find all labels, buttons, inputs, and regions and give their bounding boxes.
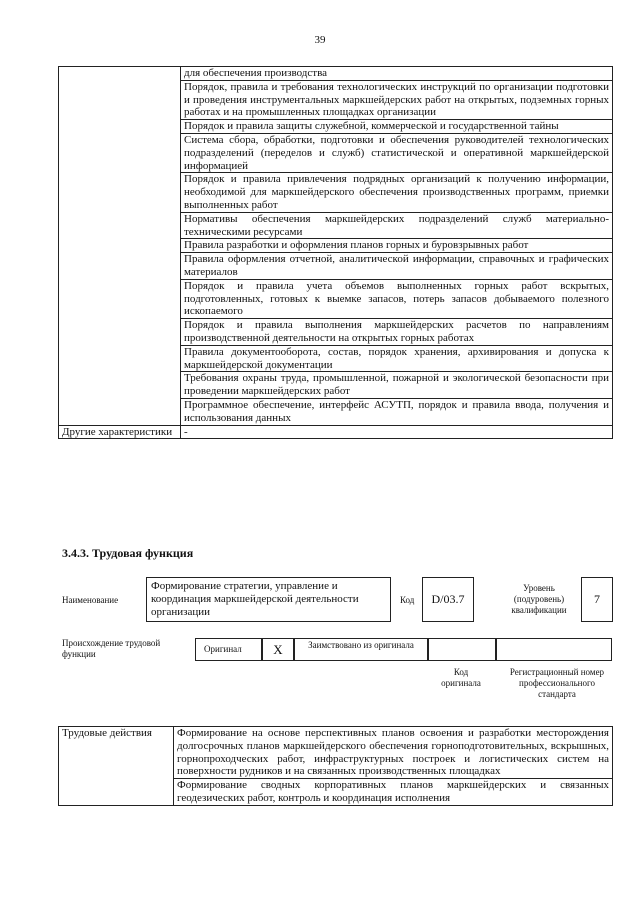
section-title: 3.4.3. Трудовая функция xyxy=(62,546,194,560)
code-label: Код xyxy=(400,595,415,605)
knowledge-row: для обеспечения производства xyxy=(181,67,613,81)
labor-actions-label: Трудовые действия xyxy=(59,727,174,806)
other-characteristics-label: Другие характеристики xyxy=(59,425,181,439)
other-characteristics-value: - xyxy=(181,425,613,439)
reg-number-label: Регистрационный номер профессионального стандарта xyxy=(509,667,605,699)
name-label: Наименование xyxy=(62,595,119,605)
knowledge-row: Порядок и правила защиты служебной, коммерческой и государственной тайны xyxy=(181,120,613,134)
level-value-box: 7 xyxy=(581,577,613,622)
knowledge-row: Система сбора, обработки, подготовки и обеспечения руководителей технологических подразделений (переделов и служб) статистической и оперативной маркшейдерской информацией xyxy=(181,133,613,172)
knowledge-row: Правила документооборота, состав, порядок хранения, архивирования и допуска к маркшейдерской документации xyxy=(181,345,613,372)
knowledge-row: Порядок и правила выполнения маркшейдерских расчетов по направлениям производственной деятельности на открытых горных работах xyxy=(181,319,613,346)
code-original-label: Код оригинала xyxy=(441,667,481,688)
knowledge-row: Программное обеспечение, интерфейс АСУТП, порядок и правила ввода, получения и использования данных xyxy=(181,398,613,425)
original-mark: X xyxy=(262,638,294,661)
knowledge-row: Порядок и правила привлечения подрядных организаций к получению информации, необходимой для маркшейдерского обеспечения производственных программ, приемки выполненных работ xyxy=(181,173,613,212)
knowledge-table xyxy=(58,66,613,439)
level-label: Уровень (подуровень) квалификации xyxy=(511,583,567,615)
code-original-cell xyxy=(428,638,496,661)
knowledge-row: Порядок, правила и требования технологических инструкций по организации подготовки и проведения инструментальных маркшейдерских работ на открытых, подземных горных работах и на промышленных площадках организации xyxy=(181,80,613,119)
borrowed-label: Заимствовано из оригинала xyxy=(294,638,428,661)
knowledge-row: Нормативы обеспечения маркшейдерских подразделений служб материально-техническими ресурсами xyxy=(181,212,613,239)
knowledge-row: Правила разработки и оформления планов горных и буровзрывных работ xyxy=(181,239,613,253)
knowledge-row: Правила оформления отчетной, аналитической информации, справочных и графических материалов xyxy=(181,253,613,280)
origin-row xyxy=(195,638,612,661)
knowledge-left-cell xyxy=(59,67,181,426)
knowledge-row: Требования охраны труда, промышленной, пожарной и экологической безопасности при проведении маркшейдерских работ xyxy=(181,372,613,399)
labor-action-row: Формирование на основе перспективных планов освоения и разработки месторождения долгосрочных планов маркшейдерского обеспечения горноподготовительных, вскрышных, горнопроходческих работ, инфраструктурных построек и логистических систем на поверхности рудников и на связанных производственных площадках xyxy=(174,727,613,779)
labor-action-row: Формирование сводных корпоративных планов маркшейдерских и связанных геодезических работ, контроль и координация исполнения xyxy=(174,779,613,806)
function-name-box: Формирование стратегии, управление и координация маркшейдерской деятельности организации xyxy=(146,577,391,622)
code-value-box: D/03.7 xyxy=(422,577,474,622)
labor-actions-table xyxy=(58,726,613,806)
knowledge-row: Порядок и правила учета объемов выполненных горных работ вскрытых, подготовленных, готовых к выемке запасов, потерь запасов добываемого полезного ископаемого xyxy=(181,279,613,318)
original-label: Оригинал xyxy=(195,638,262,661)
origin-label: Происхождение трудовой функции xyxy=(62,638,161,659)
reg-number-cell xyxy=(496,638,612,661)
page-number: 39 xyxy=(314,34,326,46)
